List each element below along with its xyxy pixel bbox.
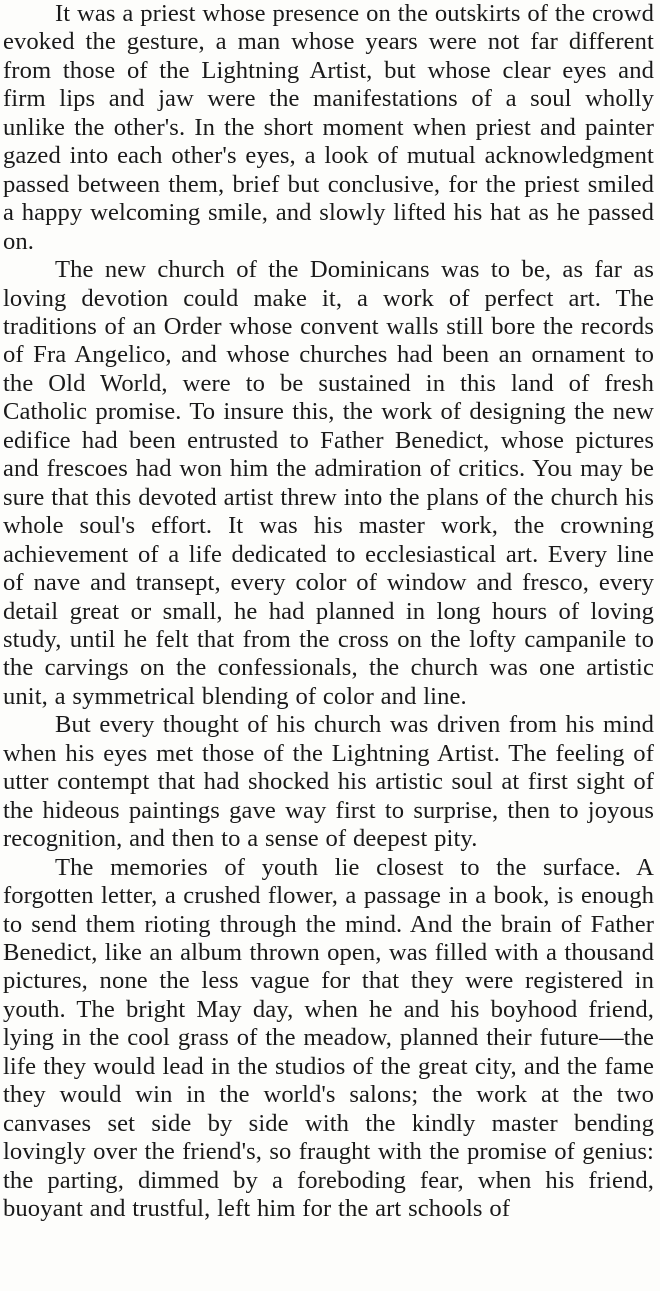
paragraph-dominican-church: The new church of the Dominicans was to be, as far as loving devotion could make it, a work of perfect art. The traditions of an Order whose convent walls still bore the records of Fra Angelico, and whose churches had been an ornament to the Old World, were to be sustained in this land of fresh Catholic promise. To insure this, the work of designing the new edifice had been entrusted to Father Benedict, whose pictures and frescoes had won him the admiration of critics. You may be sure that this devoted artist threw into the plans of the church his whole soul's effort. It was his master work, the crowning achievement of a life dedicated to ecclesiastical art. Every line of nave and transept, every color of window and fresco, every detail great or small, he had planned in long hours of loving study, until he felt that from the cross on the lofty campanile to the carvings on the confessionals, the church was one artistic unit, a symmetrical blending of color and line. <box>3 256 654 710</box>
paragraph-recognition: But every thought of his church was driven from his mind when his eyes met those of the Lightning Artist. The feeling of utter contempt that had shocked his artistic soul at first sight of the hideous paintings gave way first to surprise, then to joyous recognition, and then to a sense of deepest pity. <box>3 711 654 853</box>
paragraph-priest-gesture: It was a priest whose presence on the outskirts of the crowd evoked the gesture, a man whose years were not far different from those of the Lightning Artist, but whose clear eyes and firm lips and jaw were the manifestations of a soul wholly unlike the other's. In the short moment when priest and painter gazed into each other's eyes, a look of mutual acknowledgment passed between them, brief but conclusive, for the priest smiled a happy welcoming smile, and slowly lifted his hat as he passed on. <box>3 0 654 255</box>
paragraph-memories-of-youth: The memories of youth lie closest to the surface. A forgotten letter, a crushed flower, a passage in a book, is enough to send them rioting through the mind. And the brain of Father Benedict, like an album thrown open, was filled with a thousand pictures, none the less vague for that they were registered in youth. The bright May day, when he and his boyhood friend, lying in the cool grass of the meadow, planned their future—the life they would lead in the studios of the great city, and the fame they would win in the world's salons; the work at the two canvases set side by side with the kindly master bending lovingly over the friend's, so fraught with the promise of genius: the parting, dimmed by a foreboding fear, when his friend, buoyant and trustful, left him for the art schools of <box>3 853 654 1223</box>
